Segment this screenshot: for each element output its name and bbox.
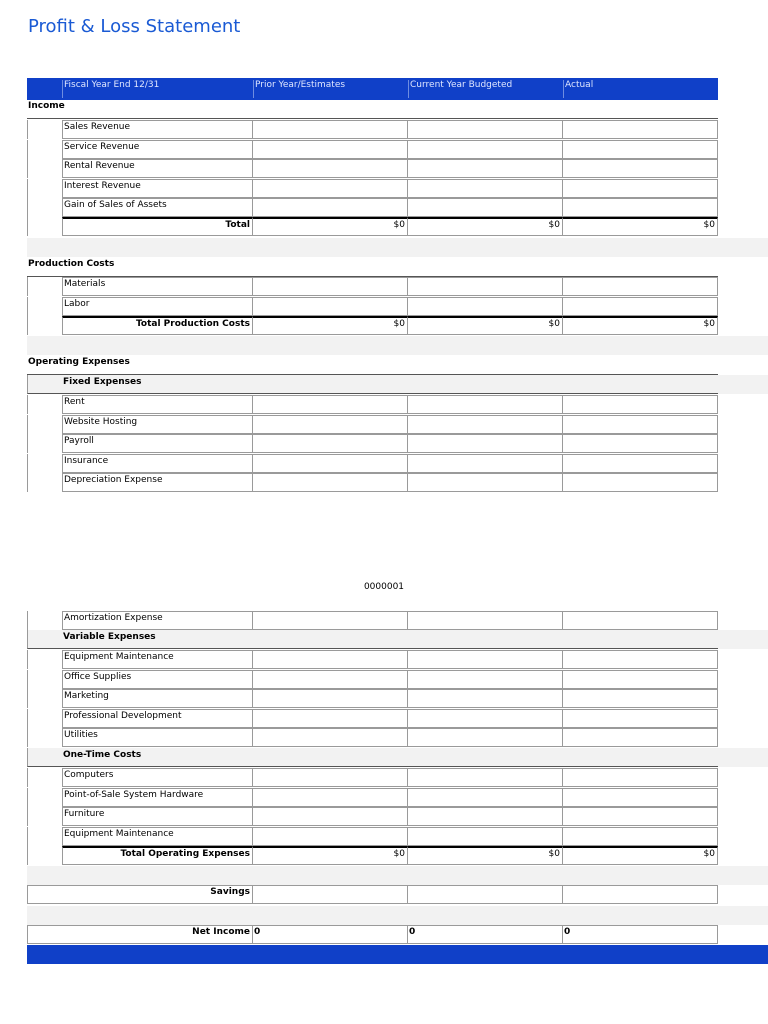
current-budget-cell[interactable] [408, 395, 563, 414]
current-budget-cell[interactable] [408, 454, 563, 473]
row-indent [27, 728, 62, 747]
spacer-band [27, 906, 768, 925]
prior-year-cell[interactable]: $0 [253, 846, 408, 865]
table-row [27, 728, 718, 747]
subsection-one-time-costs [27, 748, 718, 767]
row-label: Payroll [62, 434, 253, 453]
row-indent [27, 650, 62, 669]
actual-cell[interactable] [563, 179, 718, 198]
actual-cell[interactable] [563, 297, 718, 316]
current-budget-cell[interactable] [408, 120, 563, 139]
prior-year-cell[interactable] [253, 415, 408, 434]
actual-cell[interactable]: $0 [563, 217, 718, 236]
prior-year-cell[interactable] [253, 434, 408, 453]
prior-year-cell[interactable] [253, 198, 408, 217]
actual-cell[interactable] [563, 670, 718, 689]
row-label: Depreciation Expense [62, 473, 253, 492]
row-label: Equipment Maintenance [62, 650, 253, 669]
row-label: Computers [62, 768, 253, 787]
actual-cell[interactable] [563, 198, 718, 217]
table-row [27, 709, 718, 728]
table-row [27, 807, 718, 826]
row-label: Website Hosting [62, 415, 253, 434]
row-label: Service Revenue [62, 140, 253, 159]
actual-cell[interactable] [563, 827, 718, 846]
row-indent [27, 316, 62, 335]
current-budget-cell[interactable] [408, 689, 563, 708]
prior-year-cell[interactable] [253, 473, 408, 492]
production-total-row [27, 316, 718, 335]
prior-year-cell[interactable] [253, 650, 408, 669]
spacer-band [718, 748, 768, 767]
actual-cell[interactable] [563, 454, 718, 473]
prior-year-cell[interactable] [253, 768, 408, 787]
actual-cell[interactable] [563, 415, 718, 434]
savings-row [27, 885, 718, 904]
subsection-label: Fixed Expenses [63, 377, 142, 387]
section-operating-expenses: Operating Expenses [27, 356, 718, 375]
spacer-band [27, 866, 768, 885]
actual-cell[interactable] [563, 611, 718, 630]
prior-year-cell[interactable] [253, 159, 408, 178]
current-budget-cell[interactable] [408, 670, 563, 689]
row-indent [27, 709, 62, 728]
actual-cell[interactable] [563, 689, 718, 708]
current-budget-cell[interactable] [408, 827, 563, 846]
actual-cell[interactable]: $0 [563, 316, 718, 335]
current-budget-cell[interactable]: $0 [408, 316, 563, 335]
prior-year-cell[interactable] [253, 885, 408, 904]
row-label: Total Operating Expenses [62, 846, 253, 865]
current-budget-cell[interactable] [408, 650, 563, 669]
table-row [27, 140, 718, 159]
row-indent [27, 159, 62, 178]
row-label: Total [62, 217, 253, 236]
table-row [27, 689, 718, 708]
table-row [27, 277, 718, 296]
row-label: Marketing [62, 689, 253, 708]
actual-cell[interactable] [563, 395, 718, 414]
row-indent [27, 140, 62, 159]
page-title: Profit & Loss Statement [28, 16, 241, 37]
row-label: Rental Revenue [62, 159, 253, 178]
table-row [27, 179, 718, 198]
row-indent [27, 807, 62, 826]
table-row [27, 454, 718, 473]
current-budget-cell[interactable] [408, 728, 563, 747]
row-indent [27, 217, 62, 236]
row-indent [27, 415, 62, 434]
column-header-fiscal-year: Fiscal Year End 12/31 [62, 80, 254, 98]
actual-cell[interactable] [563, 885, 718, 904]
row-indent [27, 670, 62, 689]
current-budget-cell[interactable] [408, 473, 563, 492]
row-label: Equipment Maintenance [62, 827, 253, 846]
subsection-fixed-expenses [27, 375, 718, 394]
actual-cell[interactable] [563, 434, 718, 453]
row-label: Professional Development [62, 709, 253, 728]
table-row [27, 827, 718, 846]
row-indent [27, 827, 62, 846]
net-income-row [27, 925, 718, 944]
row-label: Rent [62, 395, 253, 414]
subsection-label: One-Time Costs [63, 750, 142, 760]
current-budget-cell[interactable] [408, 415, 563, 434]
current-budget-cell[interactable]: $0 [408, 217, 563, 236]
actual-cell[interactable] [563, 120, 718, 139]
actual-cell[interactable] [563, 768, 718, 787]
prior-year-cell[interactable] [253, 827, 408, 846]
row-label: Savings [27, 885, 253, 904]
table-row [27, 395, 718, 414]
row-label: Utilities [62, 728, 253, 747]
table-row [27, 768, 718, 787]
prior-year-cell[interactable] [253, 179, 408, 198]
column-header-prior-year: Prior Year/Estimates [253, 80, 409, 98]
table-row [27, 415, 718, 434]
row-indent [27, 179, 62, 198]
prior-year-cell[interactable]: $0 [253, 316, 408, 335]
actual-cell[interactable] [563, 807, 718, 826]
actual-cell[interactable]: $0 [563, 846, 718, 865]
subsection-label: Variable Expenses [63, 632, 156, 642]
actual-cell[interactable] [563, 140, 718, 159]
row-indent [27, 473, 62, 492]
row-label: Total Production Costs [62, 316, 253, 335]
table-row [27, 434, 718, 453]
footer-bar [27, 945, 768, 964]
subsection-variable-expenses [27, 630, 718, 649]
row-label: Sales Revenue [62, 120, 253, 139]
current-budget-cell[interactable] [408, 807, 563, 826]
current-budget-cell[interactable] [408, 434, 563, 453]
actual-cell[interactable] [563, 650, 718, 669]
row-indent [27, 297, 62, 316]
row-indent [27, 768, 62, 787]
table-row [27, 297, 718, 316]
table-row [27, 198, 718, 217]
table-row [27, 611, 718, 630]
row-indent [27, 434, 62, 453]
row-indent [27, 277, 62, 296]
row-label: Labor [62, 297, 253, 316]
row-indent [27, 120, 62, 139]
prior-year-cell[interactable] [253, 120, 408, 139]
row-indent [27, 846, 62, 865]
prior-year-cell[interactable] [253, 454, 408, 473]
row-label: Point-of-Sale System Hardware [62, 788, 253, 807]
prior-year-cell[interactable] [253, 689, 408, 708]
column-header-row [27, 78, 718, 100]
actual-cell[interactable] [563, 709, 718, 728]
spacer-band [718, 630, 768, 649]
current-budget-cell[interactable]: $0 [408, 846, 563, 865]
current-budget-cell[interactable] [408, 277, 563, 296]
page-number: 0000001 [363, 582, 405, 592]
spacer-band [718, 375, 768, 394]
section-production-costs: Production Costs [27, 258, 718, 277]
actual-cell[interactable] [563, 277, 718, 296]
prior-year-cell[interactable] [253, 140, 408, 159]
table-row [27, 650, 718, 669]
current-budget-cell[interactable] [408, 297, 563, 316]
prior-year-cell[interactable] [253, 728, 408, 747]
row-indent [27, 788, 62, 807]
table-row [27, 473, 718, 492]
actual-cell[interactable] [563, 159, 718, 178]
prior-year-cell[interactable] [253, 277, 408, 296]
row-indent [27, 198, 62, 217]
table-row [27, 159, 718, 178]
row-indent [27, 395, 62, 414]
spacer-band [27, 336, 768, 355]
prior-year-cell[interactable] [253, 807, 408, 826]
current-budget-cell[interactable] [408, 788, 563, 807]
current-budget-cell[interactable] [408, 768, 563, 787]
prior-year-cell[interactable] [253, 709, 408, 728]
current-budget-cell[interactable] [408, 198, 563, 217]
current-budget-cell[interactable] [408, 709, 563, 728]
prior-year-cell[interactable] [253, 395, 408, 414]
row-indent [27, 611, 62, 630]
current-budget-cell[interactable]: 0 [408, 925, 563, 944]
actual-cell[interactable]: 0 [563, 925, 718, 944]
prior-year-cell[interactable] [253, 670, 408, 689]
row-label: Materials [62, 277, 253, 296]
table-row [27, 120, 718, 139]
row-label: Office Supplies [62, 670, 253, 689]
prior-year-cell[interactable] [253, 297, 408, 316]
operating-total-row [27, 846, 718, 865]
actual-cell[interactable] [563, 728, 718, 747]
row-label: Gain of Sales of Assets [62, 198, 253, 217]
current-budget-cell[interactable] [408, 179, 563, 198]
prior-year-cell[interactable]: 0 [253, 925, 408, 944]
table-row [27, 788, 718, 807]
current-budget-cell[interactable] [408, 885, 563, 904]
current-budget-cell[interactable] [408, 140, 563, 159]
row-indent [27, 689, 62, 708]
spacer-band [27, 238, 768, 257]
section-income: Income [27, 100, 718, 119]
row-label: Net Income [27, 925, 253, 944]
actual-cell[interactable] [563, 473, 718, 492]
actual-cell[interactable] [563, 788, 718, 807]
row-indent [27, 454, 62, 473]
prior-year-cell[interactable] [253, 611, 408, 630]
prior-year-cell[interactable]: $0 [253, 217, 408, 236]
current-budget-cell[interactable] [408, 159, 563, 178]
income-total-row [27, 217, 718, 236]
prior-year-cell[interactable] [253, 788, 408, 807]
column-header-actual: Actual [563, 80, 719, 98]
row-label: Amortization Expense [62, 611, 253, 630]
table-row [27, 670, 718, 689]
current-budget-cell[interactable] [408, 611, 563, 630]
column-header-current-budget: Current Year Budgeted [408, 80, 564, 98]
row-label: Interest Revenue [62, 179, 253, 198]
row-label: Furniture [62, 807, 253, 826]
row-label: Insurance [62, 454, 253, 473]
